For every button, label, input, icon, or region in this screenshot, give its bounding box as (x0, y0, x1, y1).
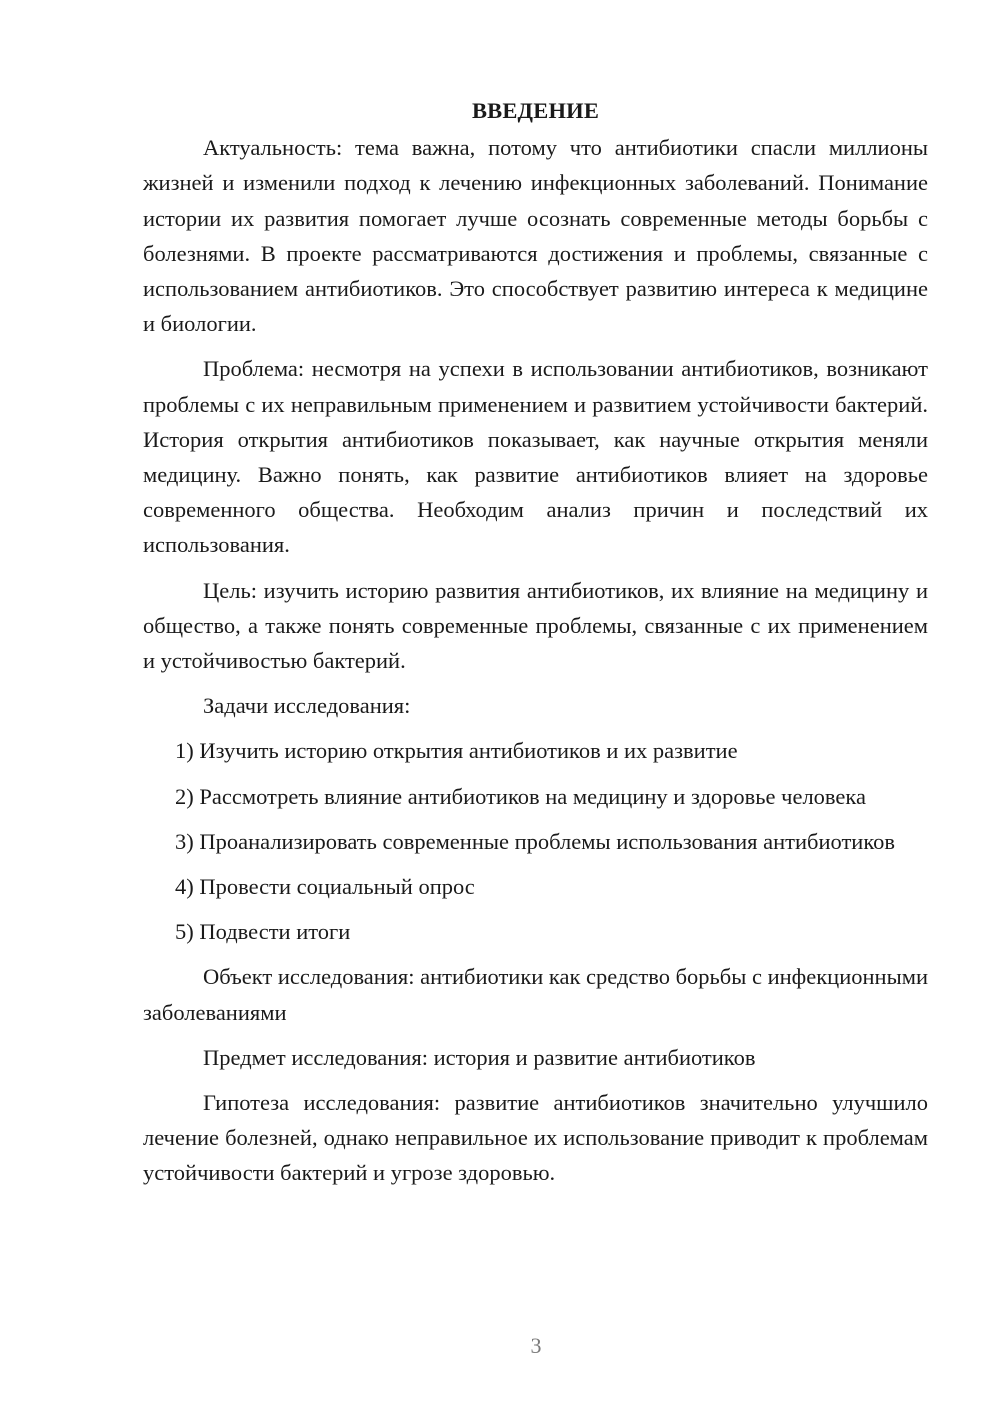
paragraph-subject: Предмет исследования: история и развитие антибиотиков (203, 1044, 756, 1070)
paragraph-hypothesis: Гипотеза исследования: развитие антибиотиков значительно улучшило лечение болезней, однако неправильное их использование приводит к проблемам устойчивости бактерий и угрозе здоровью. (143, 1090, 928, 1186)
paragraph-object: Объект исследования: антибиотики как средство борьбы с инфекционными заболеваниями (143, 964, 928, 1025)
task-item-2: 2) Рассмотреть влияние антибиотиков на медицину и здоровье человека (175, 783, 866, 809)
task-item-4: 4) Провести социальный опрос (175, 874, 475, 900)
page-content (143, 93, 928, 1201)
paragraph-relevance: Актуальность: тема важна, потому что антибиотики спасли миллионы жизней и изменили подход к лечению инфекционных заболеваний. Понимание истории их развития помогает лучше осознать современные методы борьбы с болезнями. В проекте рассматриваются достижения и проблемы, связанные с использованием антибиотиков. Это способствует развитию интереса к медицине и биологии. (143, 135, 928, 337)
task-item-3: 3) Проанализировать современные проблемы использования антибиотиков (175, 828, 895, 854)
paragraph-goal: Цель: изучить историю развития антибиотиков, их влияние на медицину и общество, а также понять современные проблемы, связанные с их применением и устойчивостью бактерий. (143, 577, 928, 674)
section-title: ВВЕДЕНИЕ (471, 98, 600, 123)
paragraph-problem: Проблема: несмотря на успехи в использовании антибиотиков, возникают проблемы с их неправильным применением и развитием устойчивости бактерий. История открытия антибиотиков показывает, как научные открытия меняли медицину. Важно понять, как развитие антибиотиков влияет на здоровье современного общества. Необходим анализ причин и последствий их использования. (143, 356, 928, 558)
paragraph-tasks-heading: Задачи исследования: (203, 693, 411, 719)
task-list (143, 733, 928, 949)
page-number: 3 (530, 1333, 542, 1358)
task-item-1: 1) Изучить историю открытия антибиотиков и их развитие (175, 738, 738, 764)
task-item-5: 5) Подвести итоги (175, 919, 351, 945)
